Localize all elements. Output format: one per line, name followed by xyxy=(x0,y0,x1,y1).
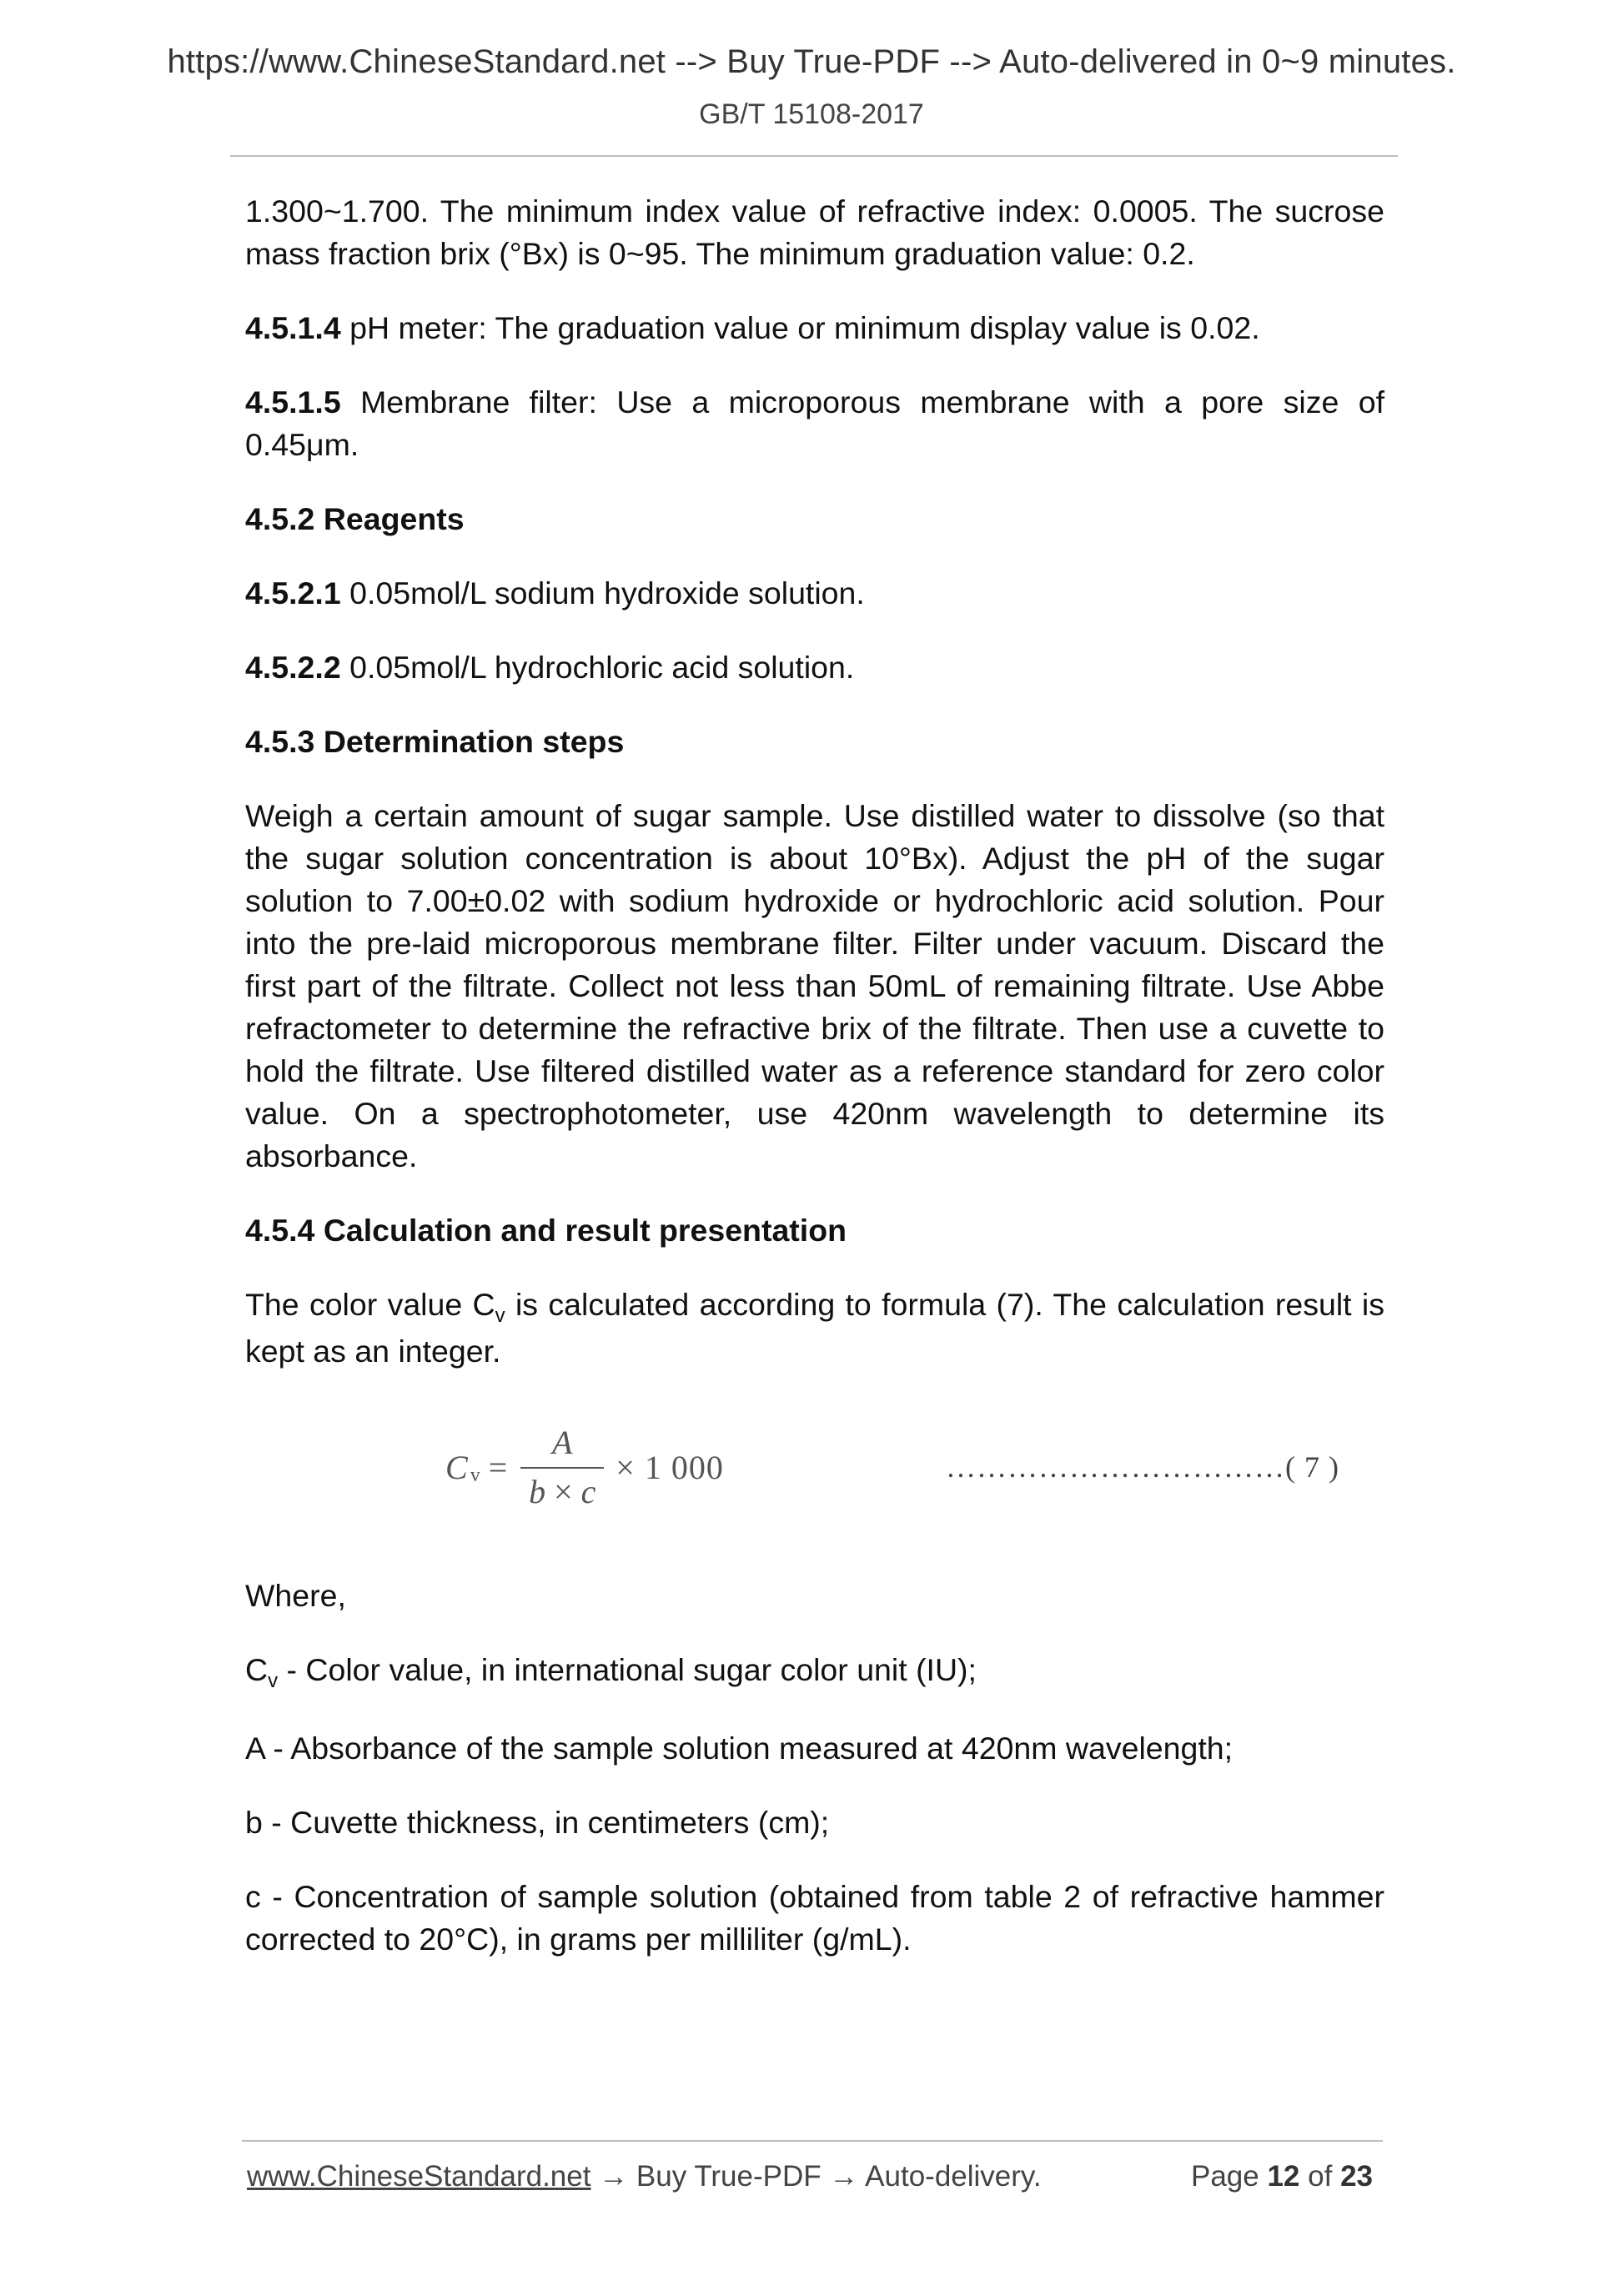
formula-lhs-subscript: v xyxy=(470,1464,480,1486)
header-divider xyxy=(230,155,1398,157)
definition-text: - Color value, in international sugar color unit (IU); xyxy=(278,1652,977,1687)
determination-steps-paragraph: Weigh a certain amount of sugar sample. Use distilled water to dissolve (so that the sugar solution concentration is about 10°Bx). Adjust the pH of the sugar solution to 7.00±0.02 with sodium hydroxide or hydrochloric acid solution. Pour into the pre-laid microporous membrane filter. Filter under vacuum. Discard the first part of the filtrate. Collect not less than 50mL of remaining filtrate. Use Abbe refractometer to determine the refractive brix of the filtrate. Then use a cuvette to hold the filtrate. Use filtered distilled water as a reference standard for zero color value. On a spectrophotometer, use 420nm wavelength to determine its absorbance. xyxy=(245,798,1384,1173)
heading-4-5-2: 4.5.2 Reagents xyxy=(245,501,465,536)
header-standard-number: GB/T 15108-2017 xyxy=(699,98,924,130)
heading-4-5-3: 4.5.3 Determination steps xyxy=(245,724,625,759)
clause-number: 4.5.2.1 xyxy=(245,575,341,610)
where-label: Where, xyxy=(245,1578,346,1613)
footer-left xyxy=(247,2160,1042,2193)
clause-number: 4.5.1.5 xyxy=(245,384,341,420)
definition-symbol: C xyxy=(245,1652,269,1687)
formula-number-label: ( 7 ) xyxy=(1285,1449,1339,1484)
clause-4-5-1-4 xyxy=(245,307,1384,349)
formula-leader-dots: …………………………… xyxy=(946,1449,1285,1484)
clause-text: Membrane filter: Use a microporous membrane with a pore size of 0.45μm. xyxy=(245,384,1384,462)
denominator-c: c xyxy=(580,1473,596,1510)
intro-paragraph: 1.300~1.700. The minimum index value of refractive index: 0.0005. The sucrose mass fraction brix (°Bx) is 0~95. The minimum graduation value: 0.2. xyxy=(245,193,1384,271)
footer-website-link[interactable]: www.ChineseStandard.net xyxy=(247,2160,591,2193)
page-indicator xyxy=(1191,2160,1373,2193)
formula-equals: = xyxy=(488,1448,508,1486)
denominator-times: × xyxy=(554,1473,573,1510)
denominator-b: b xyxy=(529,1473,546,1510)
calc-subscript: v xyxy=(495,1304,505,1327)
clause-4-5-2-2 xyxy=(245,646,1384,689)
formula-expression xyxy=(445,1404,724,1530)
formula-fraction xyxy=(520,1421,604,1513)
calc-text-pre: The color value C xyxy=(245,1287,495,1322)
formula-constant: 1 000 xyxy=(644,1448,724,1486)
clause-text: pH meter: The graduation value or minimum display value is 0.02. xyxy=(340,310,1260,345)
definition-subscript: v xyxy=(268,1670,279,1692)
formula-times: × xyxy=(616,1448,635,1486)
definition-b: b - Cuvette thickness, in centimeters (cm); xyxy=(245,1805,830,1840)
page-label: Page xyxy=(1190,2160,1259,2193)
page-total: 23 xyxy=(1340,2160,1373,2193)
clause-text: 0.05mol/L hydrochloric acid solution. xyxy=(340,650,855,685)
formula-number xyxy=(946,1404,1339,1530)
formula-numerator: A xyxy=(552,1424,573,1461)
header-url-line: https://www.ChineseStandard.net --> Buy True-PDF --> Auto-delivered in 0~9 minutes. xyxy=(167,43,1456,80)
footer-tagline: → Buy True-PDF → Auto-delivery. xyxy=(590,2160,1042,2193)
definition-a: A - Absorbance of the sample solution measured at 420nm wavelength; xyxy=(245,1731,1234,1766)
clause-number: 4.5.2.2 xyxy=(245,650,341,685)
heading-4-5-4: 4.5.4 Calculation and result presentation xyxy=(245,1213,847,1248)
formula-lhs: C xyxy=(445,1448,468,1486)
footer-divider xyxy=(242,2140,1383,2142)
document-body xyxy=(245,190,1384,1992)
clause-number: 4.5.1.4 xyxy=(245,310,341,345)
formula-denominator xyxy=(529,1469,595,1513)
clause-text: 0.05mol/L sodium hydroxide solution. xyxy=(340,575,865,610)
calculation-paragraph xyxy=(245,1284,1384,1373)
page-of-label: of xyxy=(1308,2160,1333,2193)
formula-7 xyxy=(245,1404,1384,1530)
clause-4-5-1-5 xyxy=(245,381,1384,466)
page-current: 12 xyxy=(1267,2160,1300,2193)
clause-4-5-2-1 xyxy=(245,572,1384,615)
definition-c: c - Concentration of sample solution (obtained from table 2 of refractive hammer corrected to 20°C), in grams per milliliter (g/mL). xyxy=(245,1879,1384,1957)
calc-text-post: is calculated according to formula (7). The calculation result is kept as an integer. xyxy=(245,1287,1384,1369)
definition-cv xyxy=(245,1649,1384,1696)
